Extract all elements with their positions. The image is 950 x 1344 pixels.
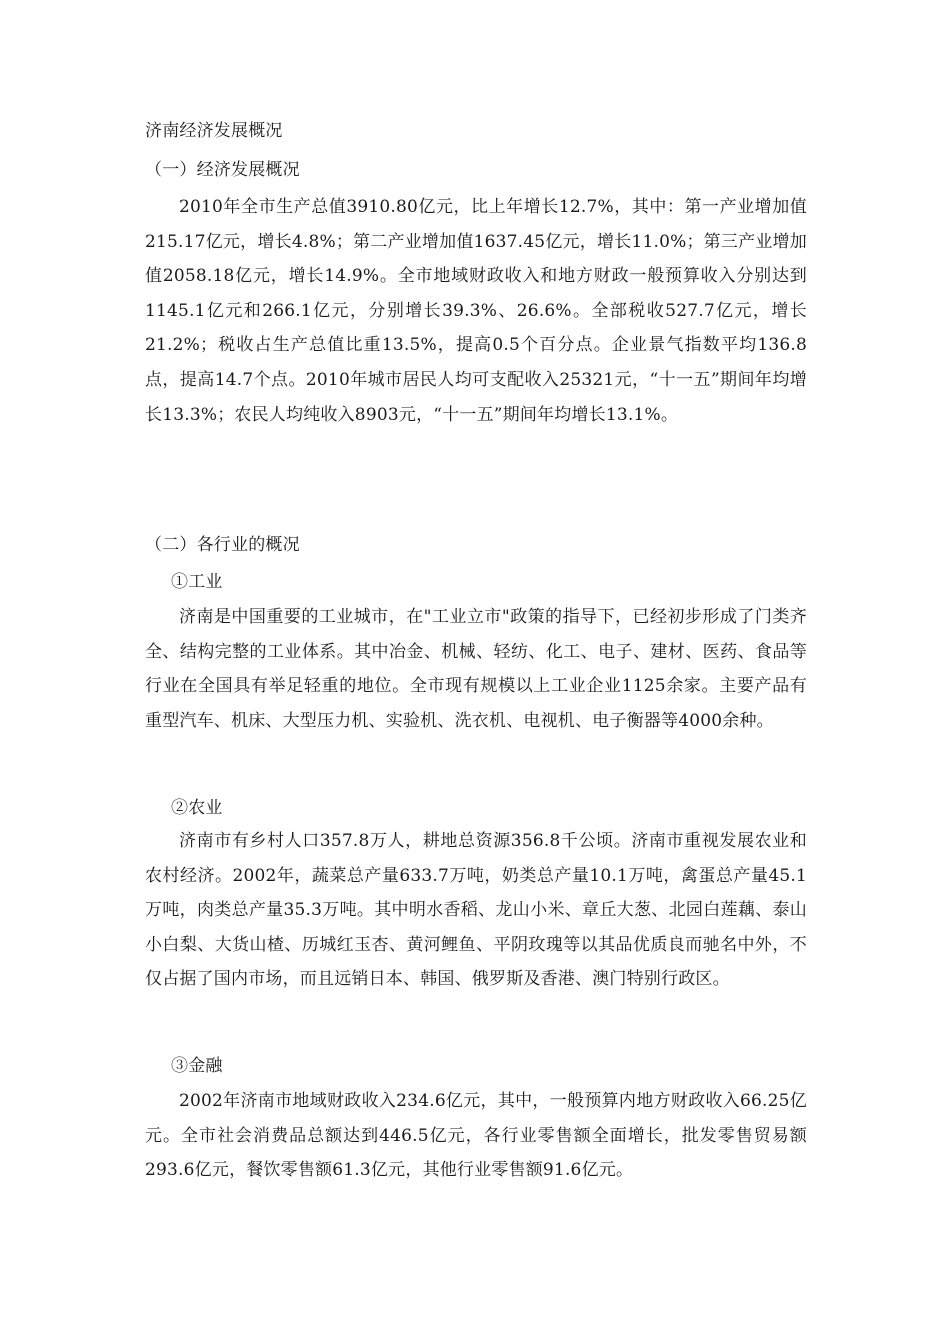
section-heading-industries: （二）各行业的概况 bbox=[145, 535, 300, 555]
subheading-agriculture: ②农业 bbox=[171, 798, 223, 818]
paragraph-agriculture: 济南市有乡村人口357.8万人，耕地总资源356.8千公顷。济南市重视发展农业和农村经济。2002年，蔬菜总产量633.7万吨，奶类总产量10.1万吨，禽蛋总产量45.1万吨，肉类总产量35.3万吨。其中明水香稻、龙山小米、章丘大葱、北园白莲藕、泰山小白梨、大货山楂、历城红玉杏、黄河鲤鱼、平阴玫瑰等以其品优质良而驰名中外，不仅占据了国内市场，而且远销日本、韩国、俄罗斯及香港、澳门特别行政区。 bbox=[145, 831, 807, 990]
subheading-industry: ①工业 bbox=[171, 572, 223, 592]
document-title: 济南经济发展概况 bbox=[145, 121, 283, 141]
paragraph-industry: 济南是中国重要的工业城市，在"工业立市"政策的指导下，已经初步形成了门类齐全、结构完整的工业体系。其中冶金、机械、轻纺、化工、电子、建材、医药、食品等行业在全国具有举足轻重的地位。全市现有规模以上工业企业1125余家。主要产品有重型汽车、机床、大型压力机、实验机、洗衣机、电视机、电子衡器等4000余种。 bbox=[145, 607, 807, 731]
subheading-finance: ③金融 bbox=[171, 1056, 223, 1076]
section-heading-economy: （一）经济发展概况 bbox=[145, 160, 300, 180]
paragraph-finance: 2002年济南市地域财政收入234.6亿元，其中，一般预算内地方财政收入66.25亿元。全市社会消费品总额达到446.5亿元，各行业零售额全面增长，批发零售贸易额293.6亿元，餐饮零售额61.3亿元，其他行业零售额91.6亿元。 bbox=[145, 1091, 807, 1181]
paragraph-economy: 2010年全市生产总值3910.80亿元，比上年增长12.7%，其中：第一产业增加值215.17亿元，增长4.8%；第二产业增加值1637.45亿元，增长11.0%；第三产业增加值2058.18亿元，增长14.9%。全市地域财政收入和地方财政一般预算收入分别达到1145.1亿元和266.1亿元，分别增长39.3%、26.6%。全部税收527.7亿元，增长21.2%；税收占生产总值比重13.5%，提高0.5个百分点。企业景气指数平均136.8点，提高14.7个点。2010年城市居民人均可支配收入25321元，“十一五”期间年均增长13.3%；农民人均纯收入8903元，“十一五”期间年均增长13.1%。 bbox=[145, 197, 807, 425]
